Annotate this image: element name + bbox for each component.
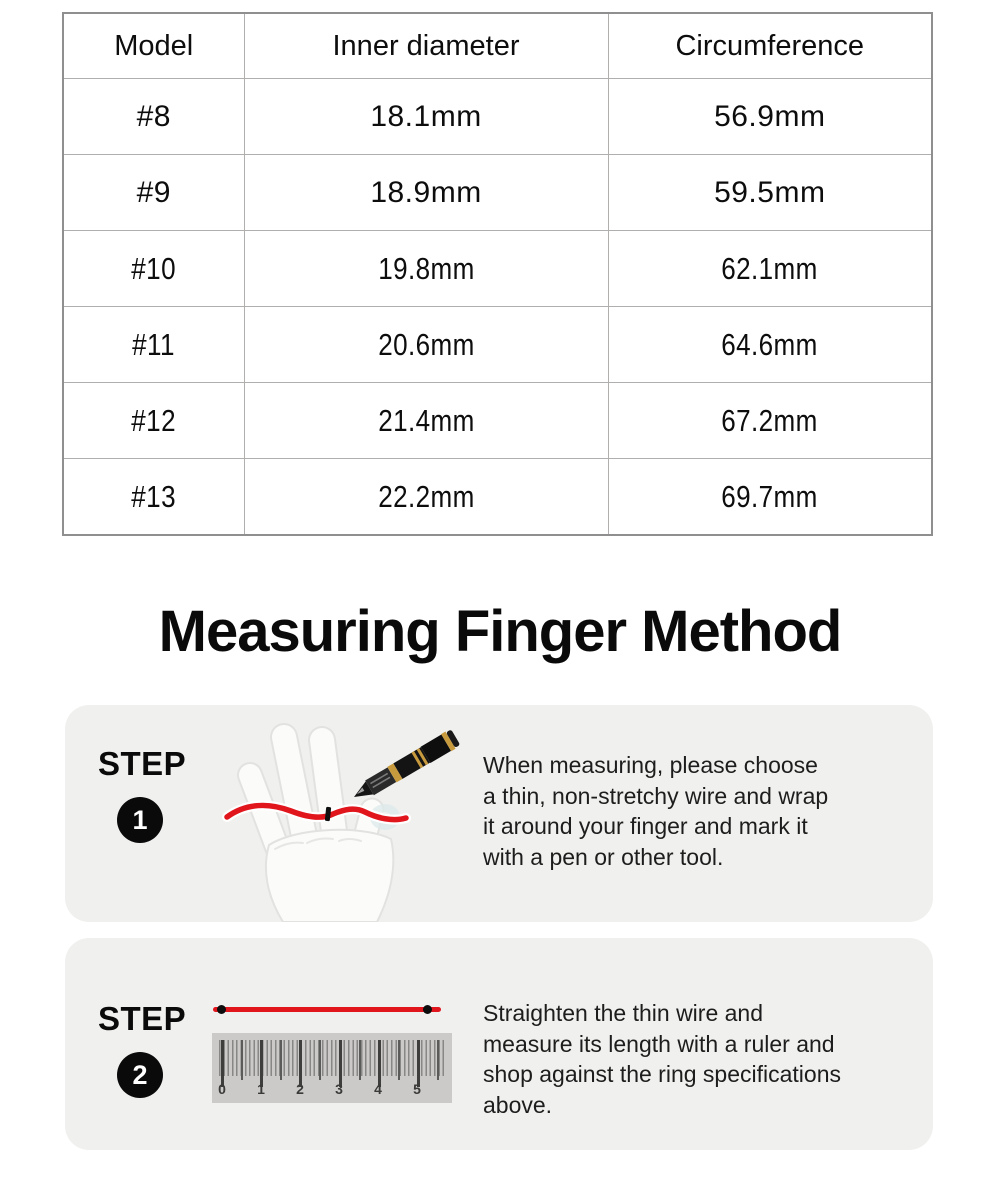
inner-diameter-value: 19.8mm xyxy=(377,250,475,286)
ruler-number: 5 xyxy=(413,1081,421,1097)
marker-pen-icon xyxy=(349,728,461,805)
description-line: Straighten the thin wire and xyxy=(483,1000,764,1026)
inner-diameter-value: 18.9mm xyxy=(370,175,482,209)
step-2-description xyxy=(483,998,841,1120)
model-value: #11 xyxy=(132,326,176,362)
step-1-description xyxy=(483,750,828,872)
table-row xyxy=(63,307,932,383)
inner-diameter-value: 20.6mm xyxy=(377,326,475,362)
description-line: with a pen or other tool. xyxy=(483,843,724,870)
column-header-model: Model xyxy=(63,13,244,79)
step-2-label-block xyxy=(98,1000,187,1098)
description-line: shop against the ring specifications xyxy=(483,1061,841,1087)
ruler-icon xyxy=(212,1033,452,1103)
step-label: STEP xyxy=(98,1000,187,1037)
table-header-row xyxy=(63,13,932,79)
circumference-value: 56.9mm xyxy=(714,99,826,133)
ruler-number: 3 xyxy=(335,1081,343,1097)
model-value: #12 xyxy=(131,402,177,438)
table-row xyxy=(63,155,932,231)
step-label: STEP xyxy=(98,745,187,782)
ruler-number: 0 xyxy=(218,1081,226,1097)
hand-icon xyxy=(250,737,393,922)
model-value: #8 xyxy=(136,99,171,133)
step-1-label-block xyxy=(98,745,187,843)
model-value: #9 xyxy=(136,175,171,209)
circumference-value: 69.7mm xyxy=(721,478,819,514)
table-row xyxy=(63,459,932,536)
wire-end-mark xyxy=(423,1005,432,1014)
description-line: When measuring, please choose xyxy=(483,752,818,778)
ring-size-table xyxy=(62,12,933,536)
straightened-wire-icon xyxy=(213,1007,441,1012)
wire-end-mark xyxy=(217,1005,226,1014)
description-line: measure its length with a ruler and xyxy=(483,1030,835,1057)
ruler-fine-ticks xyxy=(219,1040,446,1076)
ruler-number: 4 xyxy=(374,1081,382,1097)
table-row xyxy=(63,231,932,307)
description-line: a thin, non-stretchy wire and wrap xyxy=(483,782,829,809)
inner-diameter-value: 18.1mm xyxy=(370,99,482,133)
step-1-number-badge: 1 xyxy=(117,797,163,843)
circumference-value: 59.5mm xyxy=(714,175,826,209)
inner-diameter-value: 22.2mm xyxy=(377,478,475,514)
circumference-value: 62.1mm xyxy=(721,250,819,286)
description-line: it around your finger and mark it xyxy=(483,813,808,839)
circumference-value: 67.2mm xyxy=(721,402,819,438)
ruler-number: 2 xyxy=(296,1081,304,1097)
step-2-number-badge: 2 xyxy=(117,1052,163,1098)
column-header-circumference: Circumference xyxy=(608,13,932,79)
hand-measure-illustration xyxy=(205,713,490,922)
inner-diameter-value: 21.4mm xyxy=(377,402,475,438)
model-value: #13 xyxy=(131,478,177,514)
circumference-value: 64.6mm xyxy=(721,326,819,362)
description-line: above. xyxy=(483,1091,553,1118)
step-2-card xyxy=(65,938,933,1150)
ruler-number: 1 xyxy=(257,1081,265,1097)
table-row xyxy=(63,79,932,155)
table-row xyxy=(63,383,932,459)
page-title: Measuring Finger Method xyxy=(158,599,842,664)
model-value: #10 xyxy=(131,250,177,286)
column-header-inner-diameter: Inner diameter xyxy=(244,13,608,79)
step-1-card xyxy=(65,705,933,922)
